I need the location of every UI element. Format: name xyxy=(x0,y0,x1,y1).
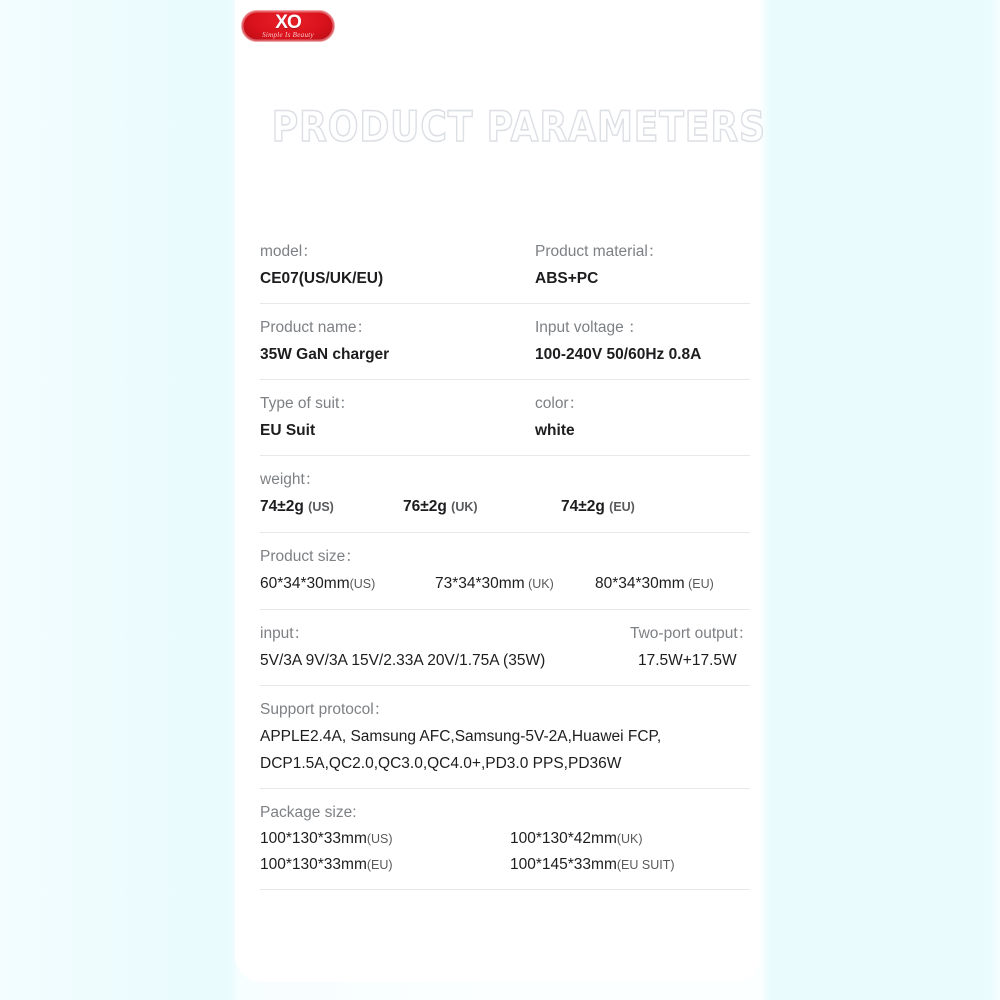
value-model: CE07(US/UK/EU) xyxy=(260,270,384,287)
label-input-voltage: Input voltage ： xyxy=(535,319,644,336)
label-product-name: Product name： xyxy=(260,319,372,336)
product-parameters-card xyxy=(235,0,766,982)
value-package-size-eu xyxy=(260,852,505,878)
spec-cell-material xyxy=(535,238,750,292)
weight-values xyxy=(260,493,750,521)
xo-brand-logo xyxy=(241,10,335,42)
value-package-size-uk xyxy=(505,826,750,852)
package-size-us-number: 100*130*33mm xyxy=(260,830,367,847)
package-size-uk-region: (UK) xyxy=(616,832,643,846)
value-two-port-output: 17.5W+17.5W xyxy=(638,652,737,669)
spec-row-weight xyxy=(260,456,750,533)
value-package-size-us xyxy=(260,826,505,852)
value-weight-us xyxy=(260,493,403,521)
spec-cell-model xyxy=(260,238,535,292)
spec-row-input-output xyxy=(260,610,754,686)
package-size-eu-suit-region: (EU SUIT) xyxy=(616,858,675,872)
label-two-port-output: Two-port output： xyxy=(630,625,754,642)
label-weight: weight： xyxy=(260,471,321,488)
weight-uk-number: 76±2g xyxy=(403,498,447,515)
value-product-name: 35W GaN charger xyxy=(260,346,390,363)
product-size-eu-region: (EU) xyxy=(684,577,714,591)
spec-row-type-of-suit xyxy=(260,380,750,456)
spec-row-package-size xyxy=(260,789,750,890)
product-size-eu-number: 80*34*30mm xyxy=(595,575,685,592)
value-package-size-eu-suit xyxy=(505,852,750,878)
value-weight-uk xyxy=(403,493,561,521)
weight-us-region: (US) xyxy=(308,500,334,514)
product-size-uk-number: 73*34*30mm xyxy=(435,575,525,592)
value-input-voltage: 100-240V 50/60Hz 0.8A xyxy=(535,346,702,363)
label-support-protocol: Support protocol： xyxy=(260,701,390,718)
spec-row-product-size xyxy=(260,533,750,610)
spec-table xyxy=(260,228,754,890)
weight-us-number: 74±2g xyxy=(260,498,304,515)
value-support-protocol-line1: APPLE2.4A, Samsung AFC,Samsung-5V-2A,Huawei FCP, xyxy=(260,728,662,745)
spec-cell-two-port-output xyxy=(630,620,753,674)
logo-badge-shape xyxy=(241,10,335,42)
weight-uk-region: (UK) xyxy=(451,500,478,514)
label-product-size: Product size： xyxy=(260,548,361,565)
spec-row-model xyxy=(260,228,750,304)
value-type-of-suit: EU Suit xyxy=(260,422,316,439)
value-support-protocol-line2: DCP1.5A,QC2.0,QC3.0,QC4.0+,PD3.0 PPS,PD36W xyxy=(260,755,622,772)
value-color: white xyxy=(535,422,575,439)
spec-cell-color xyxy=(535,390,750,444)
package-size-us-region: (US) xyxy=(366,832,393,846)
product-size-uk-region: (UK) xyxy=(524,577,554,591)
spec-row-support-protocol xyxy=(260,686,750,789)
spec-cell-type-of-suit xyxy=(260,390,535,444)
value-product-material: ABS+PC xyxy=(535,270,599,287)
value-product-size-us xyxy=(260,570,435,598)
logo-tagline: Simple Is Beauty xyxy=(262,31,314,39)
product-size-us-region: (US) xyxy=(349,577,376,591)
package-size-uk-number: 100*130*42mm xyxy=(510,830,617,847)
value-input: 5V/3A 9V/3A 15V/2.33A 20V/1.75A (35W) xyxy=(260,652,546,669)
weight-eu-number: 74±2g xyxy=(561,498,605,515)
label-model: model： xyxy=(260,243,318,260)
package-size-eu-region: (EU) xyxy=(366,858,393,872)
product-size-us-number: 60*34*30mm xyxy=(260,575,350,592)
label-color: color： xyxy=(535,395,585,412)
package-size-eu-suit-number: 100*145*33mm xyxy=(510,856,617,873)
value-product-size-eu xyxy=(595,570,750,598)
label-input: input： xyxy=(260,625,310,642)
label-type-of-suit: Type of suit： xyxy=(260,395,355,412)
spec-row-product-name xyxy=(260,304,750,380)
weight-eu-region: (EU) xyxy=(609,500,635,514)
value-product-size-uk xyxy=(435,570,595,598)
value-weight-eu xyxy=(561,493,750,521)
spec-cell-product-name xyxy=(260,314,535,368)
spec-cell-input-voltage xyxy=(535,314,750,368)
logo-wordmark: XO xyxy=(275,12,301,33)
spec-cell-input xyxy=(260,620,630,674)
product-size-values xyxy=(260,570,750,598)
label-product-material: Product material： xyxy=(535,243,664,260)
package-size-eu-number: 100*130*33mm xyxy=(260,856,367,873)
label-package-size: Package size: xyxy=(260,804,357,821)
package-size-values xyxy=(260,826,750,878)
page-title: PRODUCT PARAMETERS xyxy=(271,102,766,151)
